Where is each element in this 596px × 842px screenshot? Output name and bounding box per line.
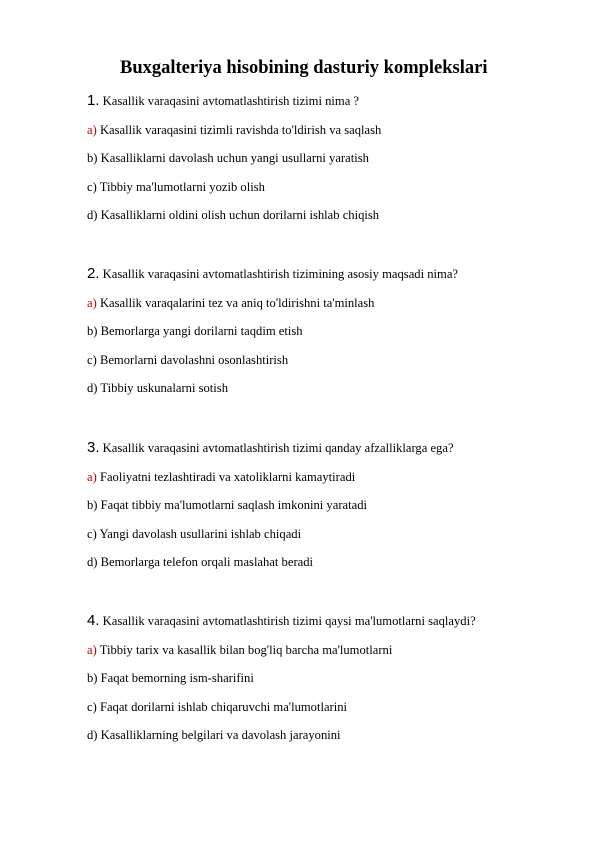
answer-option xyxy=(87,207,567,236)
question-text xyxy=(87,266,567,295)
question-block-3 xyxy=(87,440,567,583)
question-label: Kasallik varaqasini avtomatlashtirish tizimi qaysi ma'lumotlarni saqlaydi? xyxy=(99,614,476,628)
option-letter: d) xyxy=(87,381,98,395)
question-label: Kasallik varaqasini avtomatlashtirish tizimi nima ? xyxy=(99,94,360,108)
question-block-4 xyxy=(87,613,567,756)
answer-option xyxy=(87,295,567,324)
answer-option xyxy=(87,727,567,756)
question-text xyxy=(87,93,567,122)
question-number: 3. xyxy=(87,439,100,456)
question-text xyxy=(87,613,567,642)
answer-option xyxy=(87,323,567,352)
answer-option xyxy=(87,352,567,381)
option-text: Bemorlarni davolashni osonlashtirish xyxy=(96,352,289,367)
option-text: Faqat bemorning ism-sharifini xyxy=(97,671,254,685)
option-letter: b) xyxy=(87,151,98,165)
question-label: Kasallik varaqasini avtomatlashtirish tizimi qanday afzalliklarga ega? xyxy=(99,441,454,455)
question-number: 4. xyxy=(87,612,100,629)
answer-option xyxy=(87,699,567,728)
question-text xyxy=(87,440,567,469)
option-letter: a) xyxy=(87,295,97,310)
answer-option xyxy=(87,469,567,498)
option-letter: b) xyxy=(87,324,98,338)
option-text: Kasalliklarni oldini olish uchun dorilarni ishlab chiqish xyxy=(97,208,380,222)
question-block-2 xyxy=(87,266,567,409)
option-text: Kasallik varaqasini tizimli ravishda to'ldirish va saqlash xyxy=(96,122,382,137)
option-text: Faqat tibbiy ma'lumotlarni saqlash imkonini yaratadi xyxy=(97,498,367,512)
answer-option xyxy=(87,380,567,409)
answer-option xyxy=(87,179,567,208)
option-letter: c) xyxy=(87,352,97,367)
option-letter: c) xyxy=(87,699,97,714)
option-text: Yangi davolash usullarini ishlab chiqadi xyxy=(96,526,302,541)
option-letter: b) xyxy=(87,498,98,512)
document-title: Buxgalteriya hisobining dasturiy komplekslari xyxy=(120,58,488,78)
option-letter: a) xyxy=(87,642,97,657)
answer-option xyxy=(87,554,567,583)
option-text: Kasalliklarning belgilari va davolash jarayonini xyxy=(97,728,341,742)
option-text: Tibbiy tarix va kasallik bilan bog'liq barcha ma'lumotlarni xyxy=(96,642,393,657)
option-letter: d) xyxy=(87,555,98,569)
option-text: Bemorlarga telefon orqali maslahat beradi xyxy=(97,555,314,569)
option-text: Tibbiy uskunalarni sotish xyxy=(97,381,229,395)
option-text: Kasallik varaqalarini tez va aniq to'ldirishni ta'minlash xyxy=(96,295,375,310)
question-number: 1. xyxy=(87,92,100,109)
option-letter: a) xyxy=(87,122,97,137)
option-text: Bemorlarga yangi dorilarni taqdim etish xyxy=(97,324,303,338)
answer-option xyxy=(87,526,567,555)
answer-option xyxy=(87,642,567,671)
answer-option xyxy=(87,670,567,699)
option-text: Kasalliklarni davolash uchun yangi usullarni yaratish xyxy=(97,151,369,165)
option-letter: d) xyxy=(87,208,98,222)
option-letter: c) xyxy=(87,179,97,194)
option-letter: c) xyxy=(87,526,97,541)
option-letter: a) xyxy=(87,469,97,484)
option-text: Faqat dorilarni ishlab chiqaruvchi ma'lumotlarini xyxy=(96,699,348,714)
answer-option xyxy=(87,122,567,151)
option-letter: d) xyxy=(87,728,98,742)
option-text: Tibbiy ma'lumotlarni yozib olish xyxy=(96,179,265,194)
answer-option xyxy=(87,497,567,526)
option-letter: b) xyxy=(87,671,98,685)
question-number: 2. xyxy=(87,265,100,282)
answer-option xyxy=(87,150,567,179)
option-text: Faoliyatni tezlashtiradi va xatoliklarni kamaytiradi xyxy=(96,469,356,484)
question-block-1 xyxy=(87,93,567,236)
question-label: Kasallik varaqasini avtomatlashtirish tizimining asosiy maqsadi nima? xyxy=(99,267,459,281)
